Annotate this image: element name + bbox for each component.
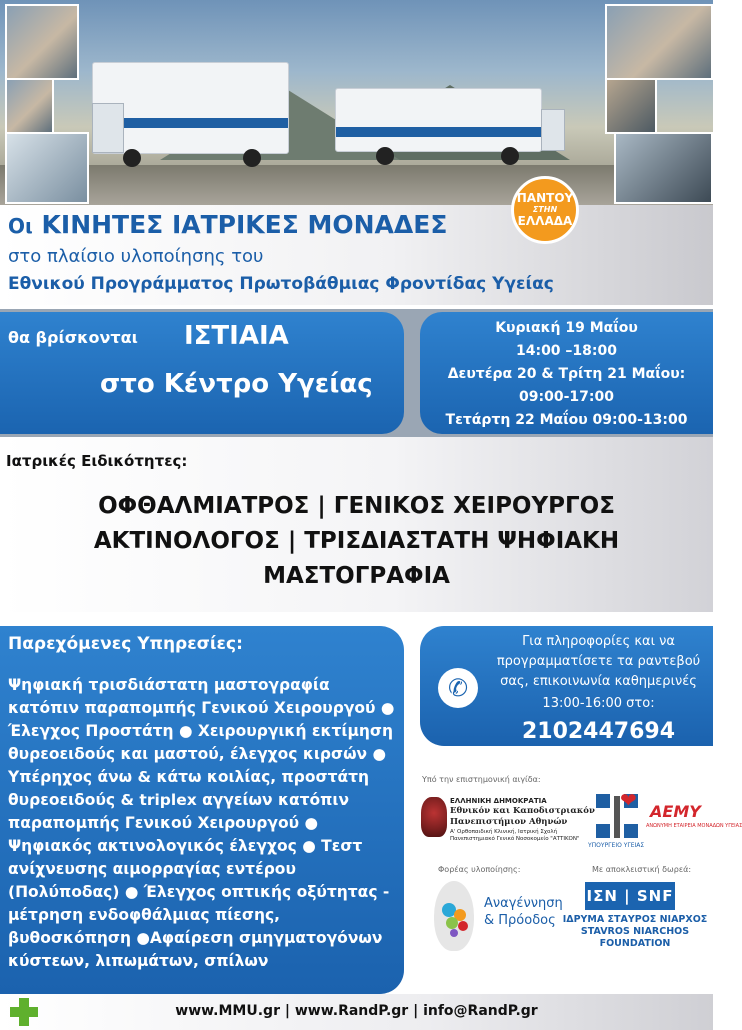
service-line: κύστεων, λιπωμάτων, σπίλων xyxy=(8,952,269,970)
randp-text: & Πρόοδος xyxy=(484,913,556,928)
inset-photo xyxy=(605,78,657,134)
everywhere-in-greece-badge xyxy=(511,176,579,244)
program-name: Εθνικού Προγράμματος Πρωτοβάθμιας Φροντίδας Υγείας xyxy=(8,274,554,294)
inset-photo xyxy=(614,132,713,204)
inset-photo xyxy=(5,4,79,80)
contact-line: προγραμματίσετε τα ραντεβού xyxy=(496,654,701,669)
ground xyxy=(0,165,713,205)
mobile-unit-truck-photo xyxy=(92,62,289,154)
ekpa-line: Α' Ορθοπαιδική Κλινική, Ιατρική Σχολή xyxy=(450,829,558,835)
ekpa-line: ΕΛΛΗΝΙΚΗ ΔΗΜΟΚΡΑΤΙΑ xyxy=(450,797,547,805)
ekpa-line: Πανεπιστήμιον Αθηνών xyxy=(450,817,568,827)
schedule-line: Κυριακή 19 Μαΐου xyxy=(495,320,638,336)
schedule-line: Τετάρτη 22 Μαΐου 09:00-13:00 xyxy=(445,412,688,428)
snf-line: FOUNDATION xyxy=(599,938,671,949)
page-subtitle: στο πλαίσιο υλοποίησης του xyxy=(8,246,264,267)
service-line: Έλεγχος Προστάτη ● Χειρουργική εκτίμηση xyxy=(8,722,393,740)
service-line: Ψηφιακός ακτινολογικός έλεγχος ● Τεστ xyxy=(8,837,363,855)
service-line: βυθοσκόπηση ●Αφαίρεση σμηγματογόνων xyxy=(8,929,383,947)
specialty-line: ΜΑΣΤΟΓΡΑΦΙΑ xyxy=(263,563,450,589)
donor-label: Με αποκλειστική δωρεά: xyxy=(592,865,692,874)
inset-photo xyxy=(5,78,54,134)
title-prefix: Οι xyxy=(8,214,33,238)
title-main: ΚΙΝΗΤΕΣ ΙΑΤΡΙΚΕΣ ΜΟΝΑΔΕΣ xyxy=(41,210,448,239)
service-line: θυρεοειδούς και μαστού, έλεγχος κιρσών ● xyxy=(8,745,387,763)
phone-icon: ✆ xyxy=(438,668,478,708)
university-seal-logo xyxy=(421,797,447,837)
randp-logo xyxy=(428,877,480,955)
contact-line: Για πληροφορίες και να xyxy=(522,634,675,649)
phone-number[interactable]: 2102447694 xyxy=(521,719,676,744)
service-line: παραπομπής Γενικού Χειρουργού ● xyxy=(8,814,318,832)
schedule-line: Δευτέρα 20 & Τρίτη 21 Μαΐου: xyxy=(447,366,686,382)
location-town: ΙΣΤΙΑΙΑ xyxy=(184,321,289,351)
mobile-unit-truck-photo xyxy=(335,88,542,152)
ministry-of-health-text: ΥΠΟΥΡΓΕΙΟ ΥΓΕΙΑΣ xyxy=(588,842,645,849)
service-line: μέτρηση ενδοφθάλμιας πίεσης, xyxy=(8,906,281,924)
aegis-label: Υπό την επιστημονική αιγίδα: xyxy=(422,775,541,784)
specialty-line: ΟΦΘΑΛΜΙΑΤΡΟΣ | ΓΕΝΙΚΟΣ ΧΕΙΡΟΥΡΓΟΣ xyxy=(98,493,615,519)
specialties-heading: Ιατρικές Ειδικότητες: xyxy=(6,452,188,470)
service-line: θυρεοειδούς & triplex αγγείων κατόπιν xyxy=(8,791,350,809)
location-venue: στο Κέντρο Υγείας xyxy=(100,369,373,399)
inset-photo xyxy=(605,4,713,80)
aemy-logo-text: ΑΕΜΥ xyxy=(650,802,701,821)
services-heading: Παρεχόμενες Υπηρεσίες: xyxy=(8,634,243,654)
snf-logo: ΙΣΝ | SNF xyxy=(585,882,675,910)
service-line: Υπέρηχος άνω & κάτω κοιλίας, προστάτη xyxy=(8,768,370,786)
page-title xyxy=(8,210,447,239)
badge-line: ΣΤΗΝ xyxy=(532,205,558,214)
snf-line: ΙΔΡΥΜΑ ΣΤΑΥΡΟΣ ΝΙΑΡΧΟΣ xyxy=(562,914,708,925)
hero-photo-collage xyxy=(0,0,713,205)
schedule-line: 14:00 –18:00 xyxy=(515,343,617,359)
service-line: κατόπιν παραπομπής Γενικού Χειρουργού ● xyxy=(8,699,395,717)
heart-icon: ❤ xyxy=(620,788,637,812)
specialty-line: ΑΚΤΙΝΟΛΟΓΟΣ | ΤΡΙΣΔΙΑΣΤΑΤΗ ΨΗΦΙΑΚΗ xyxy=(93,528,620,554)
aemy-subtitle: ΑΝΩΝΥΜΗ ΕΤΑΙΡΕΙΑ ΜΟΝΑΔΩΝ ΥΓΕΙΑΣ xyxy=(646,823,742,829)
badge-line: ΠΑΝΤΟΥ xyxy=(516,191,574,205)
implementer-label: Φορέας υλοποίησης: xyxy=(438,865,521,874)
badge-line: ΕΛΛΑΔΑ xyxy=(517,214,573,228)
service-line: (Πολύποδας) ● Έλεγχος οπτικής οξύτητας - xyxy=(8,883,390,901)
randp-text: Αναγέννηση xyxy=(484,896,563,911)
contact-line: 13:00-16:00 στο: xyxy=(542,696,655,711)
snf-line: STAVROS NIARCHOS xyxy=(580,926,690,937)
ekpa-line: Πανεπιστημιακό Γενικό Νοσοκομείο "ΑΤΤΙΚΟΝ" xyxy=(450,836,580,842)
service-line: Ψηφιακή τρισδιάστατη μαστογραφία xyxy=(8,676,330,694)
contact-line: σας, επικοινωνία καθημερινές xyxy=(500,674,697,689)
location-intro: θα βρίσκονται xyxy=(8,328,138,347)
footer-links[interactable]: www.MMU.gr | www.RandP.gr | info@RandP.gr xyxy=(175,1003,538,1019)
inset-photo xyxy=(5,132,89,204)
ekpa-line: Εθνικόν και Καποδιστριακόν xyxy=(450,806,595,816)
schedule-line: 09:00-17:00 xyxy=(519,389,614,405)
service-line: ανίχνευσης αιμορραγίας εντέρου xyxy=(8,860,296,878)
